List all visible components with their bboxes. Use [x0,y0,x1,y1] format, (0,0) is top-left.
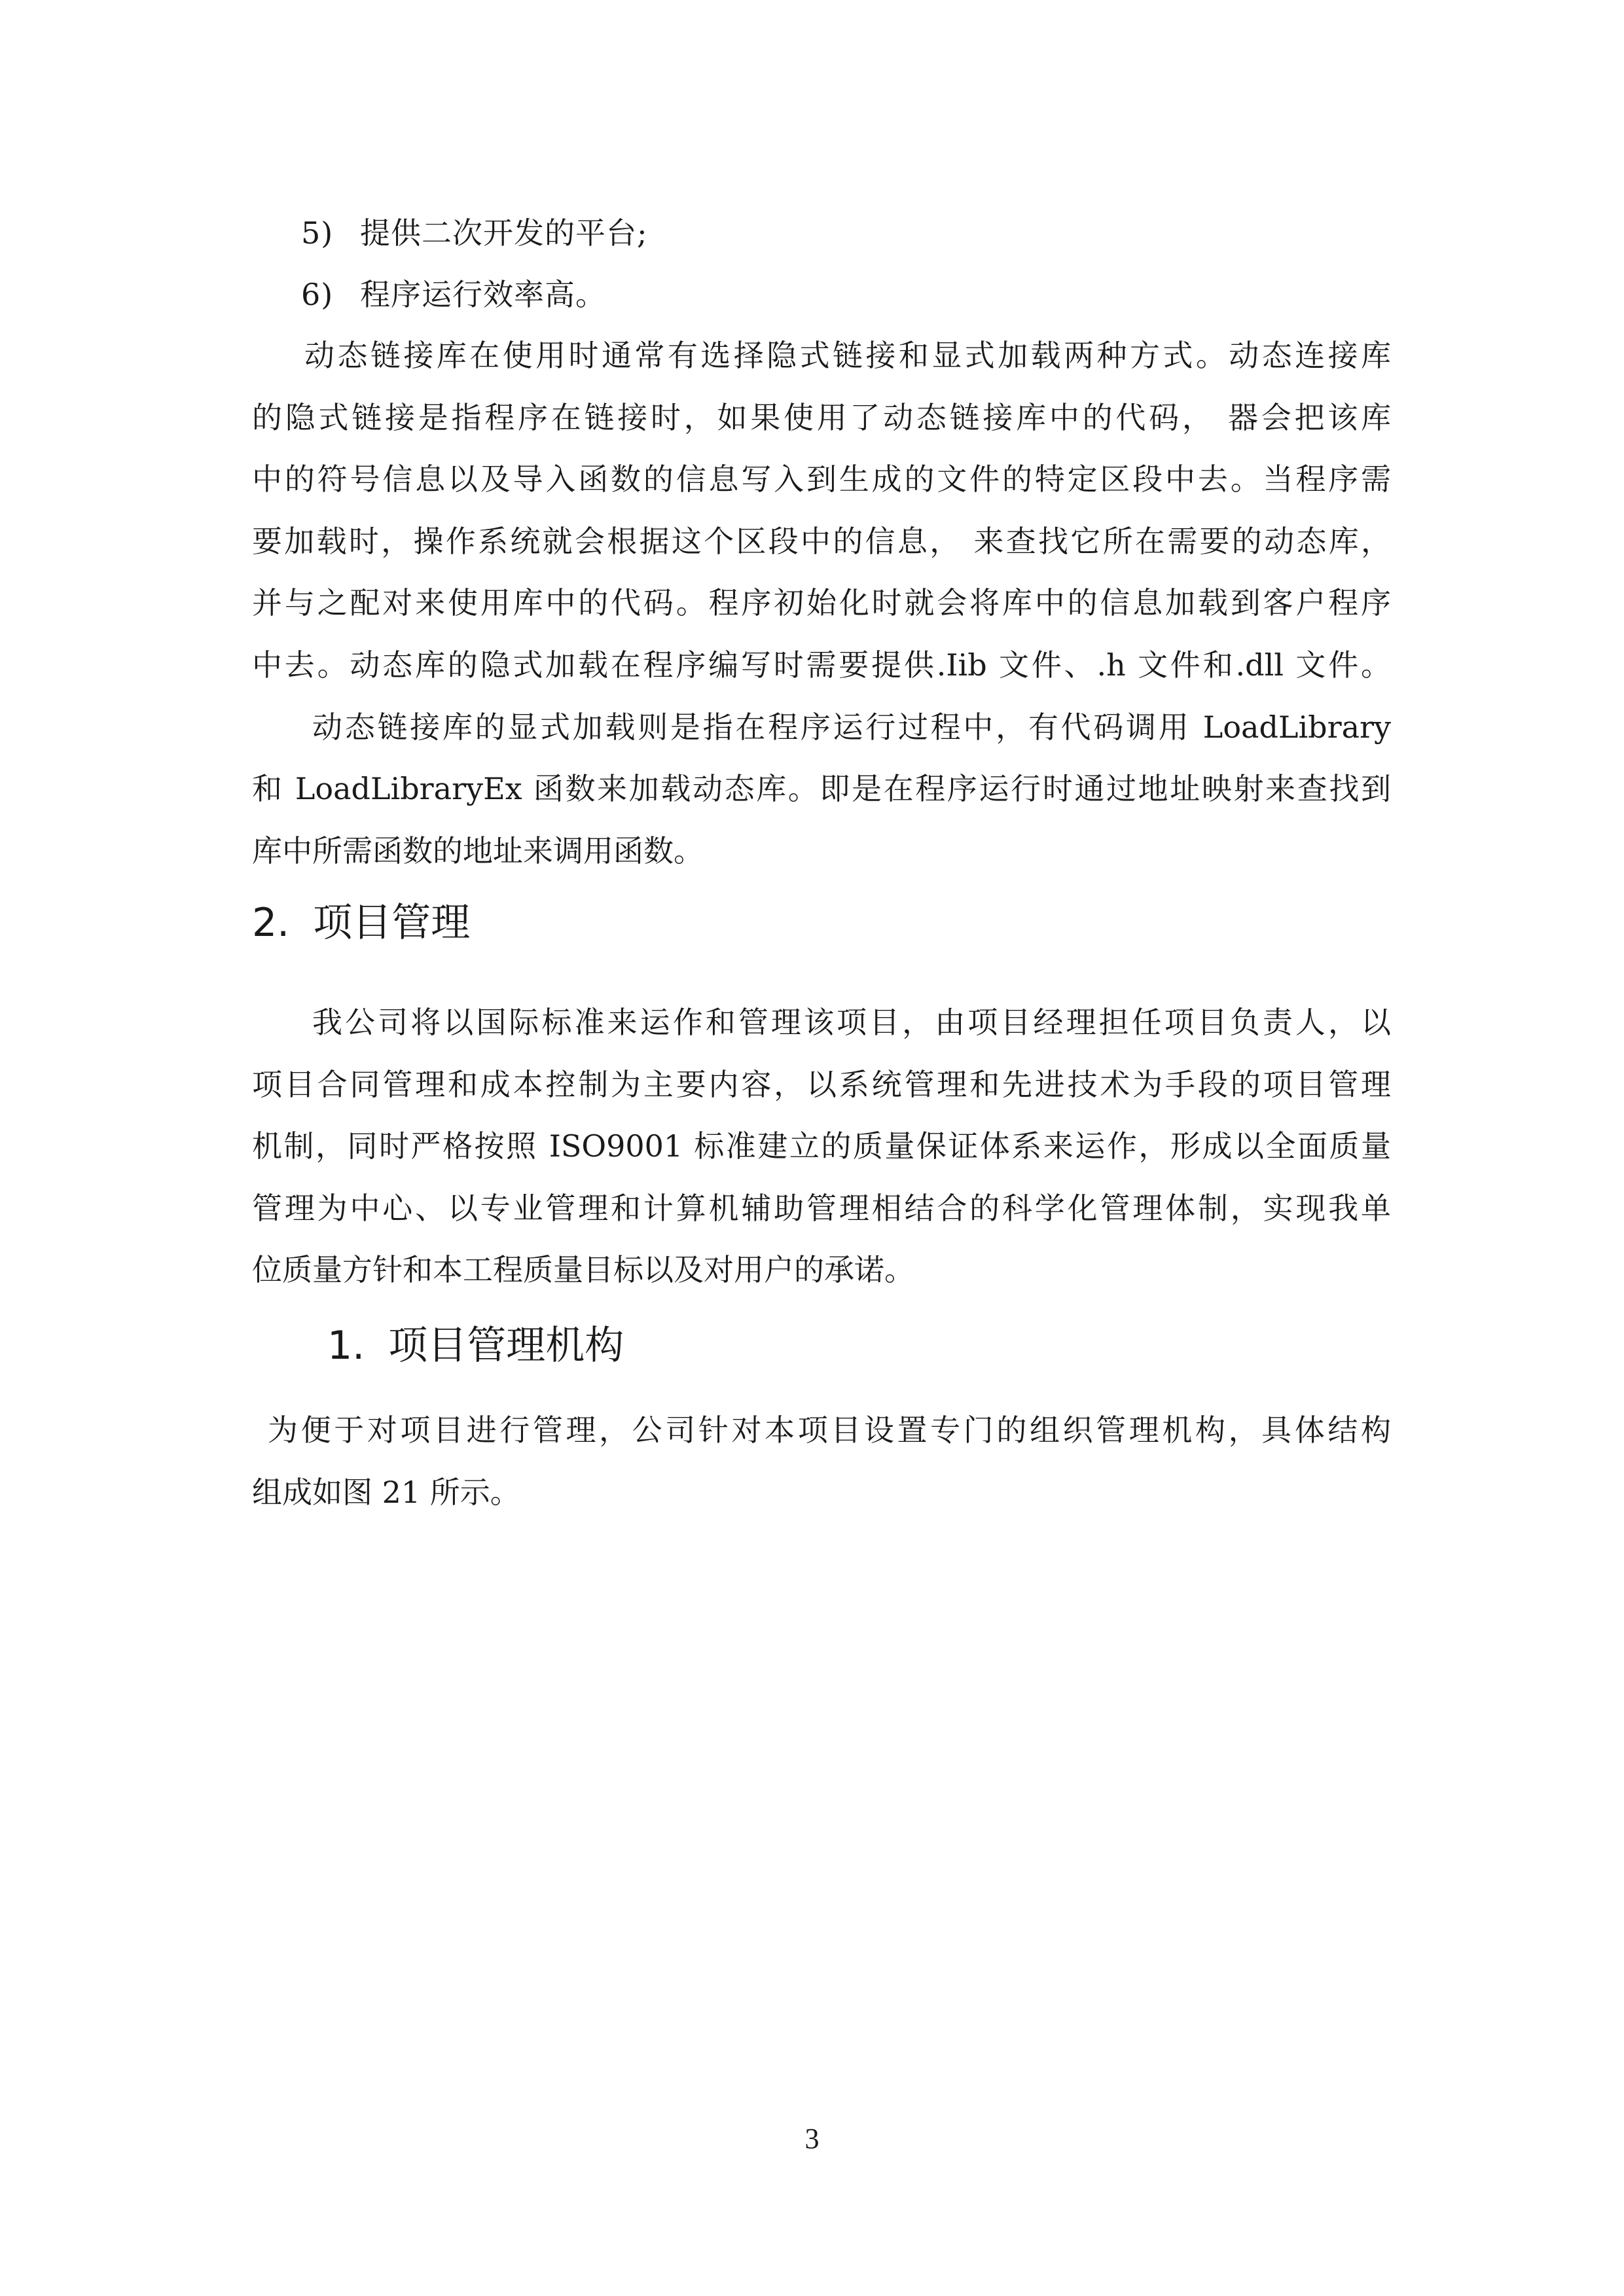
list-item [301,213,1440,253]
text-line: 动态链接库在使用时通常有选择隐式链接和显式加载两种方式。动态连接库 [304,338,1391,373]
subsection-heading [327,1321,624,1371]
text-line: 并与之配对来使用库中的代码。程序初始化时就会将库中的信息加载到客户程序 [252,585,1391,620]
list-item-number: 5) [301,215,334,251]
text-line: 和 LoadLibraryEx 函数来加载动态库。即是在程序运行时通过地址映射来查找到 [252,771,1391,806]
text-line: 动态链接库的显式加载则是指在程序运行过程中，有代码调用 LoadLibrary [312,709,1391,745]
text-line: 中的符号信息以及导入函数的信息写入到生成的文件的特定区段中去。当程序需 [252,461,1391,497]
page-number: 3 [804,2123,820,2155]
section-heading [252,898,470,948]
heading-number: 1. [327,1323,365,1369]
text-line: 机制，同时严格按照 ISO9001 标准建立的质量保证体系来运作，形成以全面质量 [252,1128,1391,1164]
text-line: 位质量方针和本工程质量目标以及对用户的承诺。 [252,1252,914,1287]
list-item-text: 提供二次开发的平台; [360,215,648,251]
text-line: 的隐式链接是指程序在链接时，如果使用了动态链接库中的代码， 器会把该库 [252,400,1391,435]
heading-title: 项目管理机构 [388,1323,624,1369]
heading-number: 2. [252,900,290,946]
text-line: 项目合同管理和成本控制为主要内容，以系统管理和先进技术为手段的项目管理 [252,1067,1391,1102]
list-item [301,275,1440,314]
list-item-number: 6) [301,277,334,312]
text-line: 为便于对项目进行管理，公司针对本项目设置专门的组织管理机构，具体结构 [268,1412,1391,1448]
list-item-text: 程序运行效率高。 [360,277,606,312]
text-line: 库中所需函数的地址来调用函数。 [252,833,704,869]
text-line: 要加载时，操作系统就会根据这个区段中的信息， 来查找它所在需要的动态库， [252,524,1391,559]
heading-title: 项目管理 [313,900,471,946]
text-line: 我公司将以国际标准来运作和管理该项目，由项目经理担任项目负责人，以 [312,1005,1391,1040]
text-line: 中去。动态库的隐式加载在程序编写时需要提供.Iib 文件、.h 文件和.dll 文件。 [252,647,1391,683]
text-line: 组成如图 21 所示。 [252,1475,520,1510]
text-line: 管理为中心、以专业管理和计算机辅助管理相结合的科学化管理体制，实现我单 [252,1191,1391,1226]
